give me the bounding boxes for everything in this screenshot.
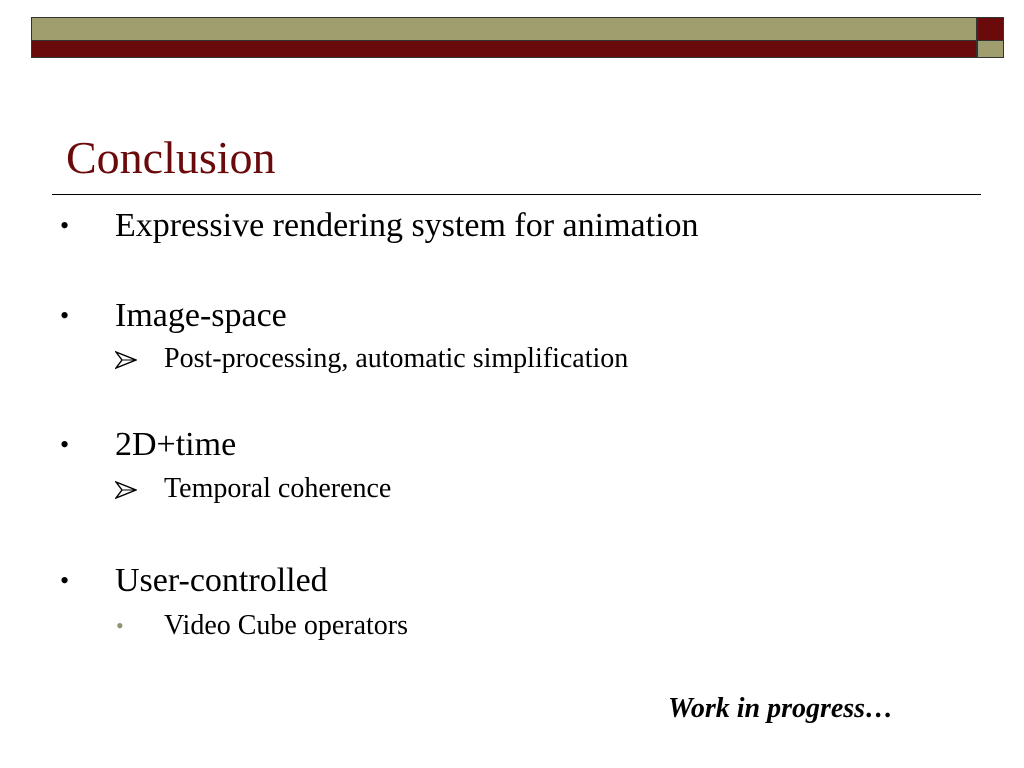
bullet-marker: • bbox=[60, 566, 70, 595]
sub-bullet-text: Post-processing, automatic simplification bbox=[164, 343, 629, 374]
header-square-maroon bbox=[977, 17, 1004, 41]
header-bar-maroon bbox=[31, 41, 977, 58]
header-square-olive bbox=[977, 41, 1004, 58]
bullet-text: 2D+time bbox=[115, 426, 237, 463]
title-underline bbox=[52, 194, 981, 195]
header-bar-olive bbox=[31, 17, 977, 41]
bullet-text: User-controlled bbox=[115, 562, 328, 599]
sub-bullet-marker: • bbox=[116, 613, 124, 638]
sub-bullet-text: Video Cube operators bbox=[164, 610, 409, 641]
arrow-icon bbox=[115, 481, 137, 499]
bullet-marker: • bbox=[60, 301, 70, 330]
sub-bullet-text: Temporal coherence bbox=[164, 473, 392, 504]
bullet-marker: • bbox=[60, 211, 70, 240]
slide-title: Conclusion bbox=[66, 132, 276, 183]
bullet-text: Image-space bbox=[115, 297, 287, 334]
bullet-marker: • bbox=[60, 430, 70, 459]
footnote: Work in progress… bbox=[668, 693, 894, 724]
bullet-text: Expressive rendering system for animation bbox=[115, 207, 699, 244]
arrow-icon bbox=[115, 351, 137, 369]
